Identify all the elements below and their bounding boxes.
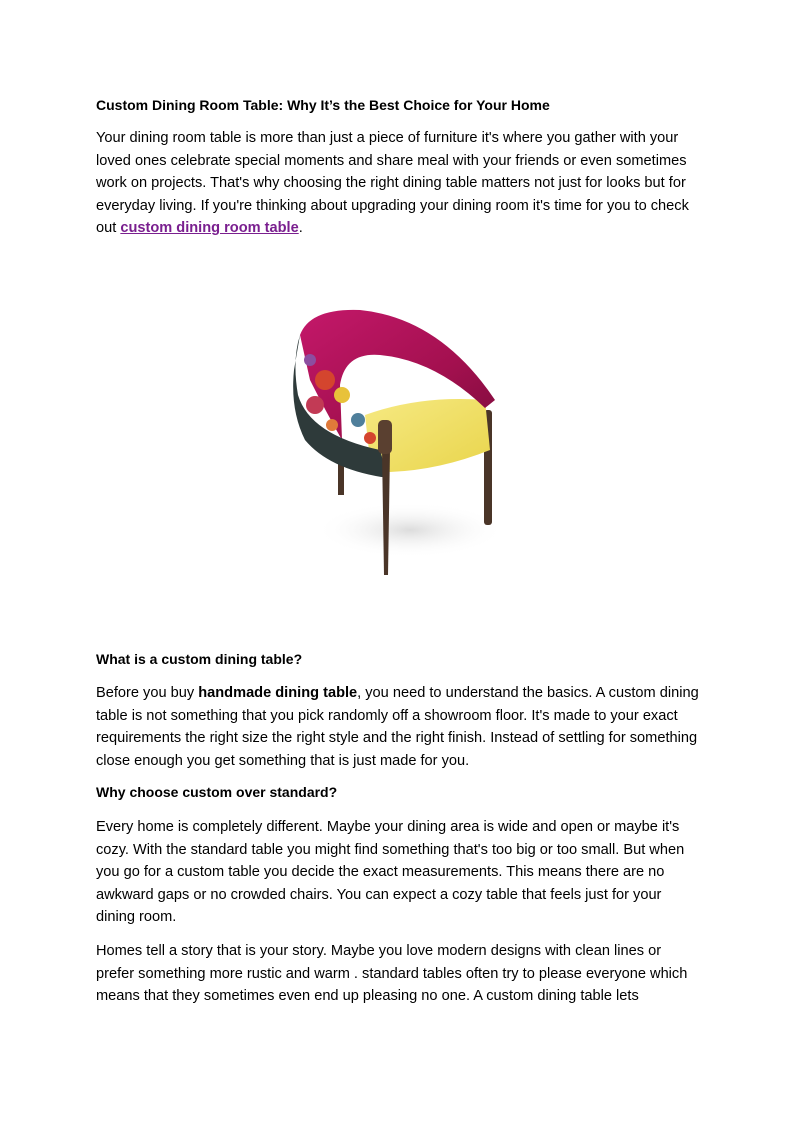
page-title: Custom Dining Room Table: Why It’s the Best Choice for Your Home xyxy=(96,97,550,113)
intro-paragraph xyxy=(96,127,700,240)
section-heading-why-custom: Why choose custom over standard? xyxy=(96,784,338,800)
section2-paragraph-2: Homes tell a story that is your story. Maybe you love modern designs with clean lines or prefer something more rustic and warm . standard tables often try to please everyone which means that they sometimes even end up pleasing no one. A custom dining table lets xyxy=(96,943,688,1005)
section1-bold: handmade dining table xyxy=(198,685,358,701)
section2-paragraph-1: Every home is completely different. Maybe your dining area is wide and open or maybe it's cozy. With the standard table you might find something that's too big or too small. But when you go for a custom table you decide the exact measurements. This means there are no awkward gaps or no crowded chairs. You can expect a cozy table that feels just for your dining room. xyxy=(96,819,685,926)
section1-before: Before you buy xyxy=(96,685,199,701)
section1-after: , you need to understand the basics. A custom dining table is not something that you pick randomly off a showroom floor. It's made to your exact requirements the right size the right style and the right finish. Instead of settling for something close enough you get something that is just made for you. xyxy=(96,685,699,769)
section-heading-custom-table: What is a custom dining table? xyxy=(96,651,303,667)
intro-text: Your dining room table is more than just a piece of furniture it's where you gather with your loved ones celebrate special moments and share meal with your friends or even sometimes work on projects. That's why choosing the right dining table matters not just for looks but for everyday living. If you're thinking about upgrading your dining room it's time for you to check out xyxy=(96,130,689,237)
armchair-illustration-icon xyxy=(270,300,520,585)
section1-paragraph xyxy=(96,682,700,772)
article-header xyxy=(96,96,700,240)
intro-after: . xyxy=(298,220,303,237)
chair-image xyxy=(270,300,520,585)
custom-dining-table-link[interactable]: custom dining room table xyxy=(120,220,299,237)
